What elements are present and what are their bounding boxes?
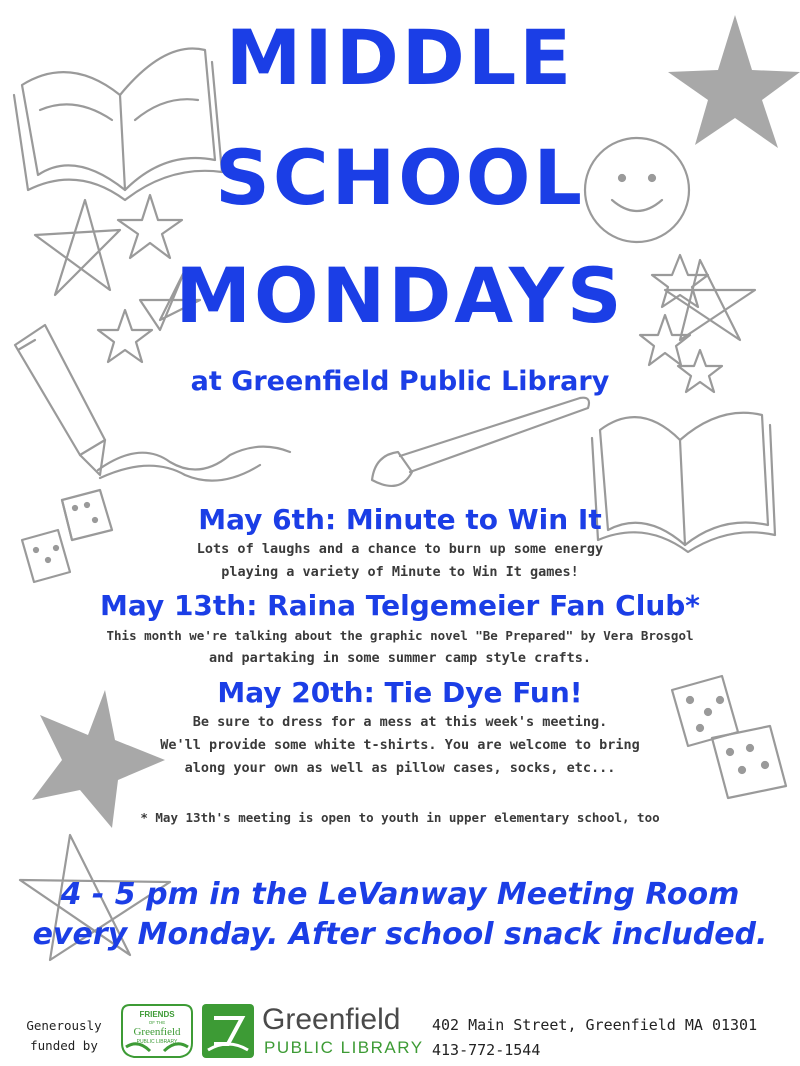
library-logo-icon: [202, 1004, 254, 1058]
event-description-line: along your own as well as pillow cases, socks, etc...: [184, 760, 616, 776]
friends-logo-line1: FRIENDS: [139, 1010, 175, 1019]
paintbrush-icon: [372, 398, 589, 486]
library-subtitle: PUBLIC LIBRARY: [264, 1038, 424, 1057]
marker-icon: [15, 325, 290, 481]
title-line-2: SCHOOL: [215, 133, 585, 222]
funded-by-line: funded by: [30, 1038, 98, 1053]
event-description-line: playing a variety of Minute to Win It games!: [221, 564, 579, 580]
friends-logo-line3: Greenfield: [133, 1026, 181, 1038]
street-address: 402 Main Street, Greenfield MA 01301: [432, 1016, 758, 1034]
event-title: May 13th: Raina Telgemeier Fan Club*: [100, 589, 700, 622]
event-description-line: and partaking in some summer camp style crafts.: [208, 650, 591, 666]
schedule-line: 4 - 5 pm in the LeVanway Meeting Room: [60, 877, 740, 912]
event-description: [0, 624, 800, 670]
friends-logo-line4: PUBLIC LIBRARY: [136, 1039, 178, 1045]
friends-of-library-logo: [118, 1003, 196, 1059]
event-description-line: We'll provide some white t-shirts. You are welcome to bring: [160, 737, 640, 753]
phone-number: 413-772-1544: [432, 1041, 541, 1059]
title-line-1: MIDDLE: [225, 13, 575, 102]
event-description-line: Lots of laughs and a chance to burn up some energy: [196, 541, 604, 557]
schedule-info: [0, 875, 800, 955]
footnote: * May 13th's meeting is open to youth in upper elementary school, too: [140, 810, 660, 825]
event-description-line: This month we're talking about the graphic novel "Be Prepared" by Vera Brosgol: [106, 628, 694, 643]
event-title: May 20th: Tie Dye Fun!: [217, 676, 583, 709]
event-title: May 6th: Minute to Win It: [198, 503, 602, 536]
title-line-3: MONDAYS: [175, 251, 625, 340]
schedule-line: every Monday. After school snack included.: [32, 917, 768, 952]
event-description: [0, 711, 800, 780]
library-address: [432, 1013, 757, 1063]
library-name: Greenfield: [262, 1003, 401, 1036]
subtitle: at Greenfield Public Library: [190, 366, 610, 397]
event-description-line: Be sure to dress for a mess at this week's meeting.: [192, 714, 608, 730]
friends-logo-line2: OF THE: [148, 1020, 166, 1025]
event-description: [0, 538, 800, 584]
funded-by-line: Generously: [26, 1018, 102, 1033]
funded-by-label: [14, 1016, 114, 1056]
